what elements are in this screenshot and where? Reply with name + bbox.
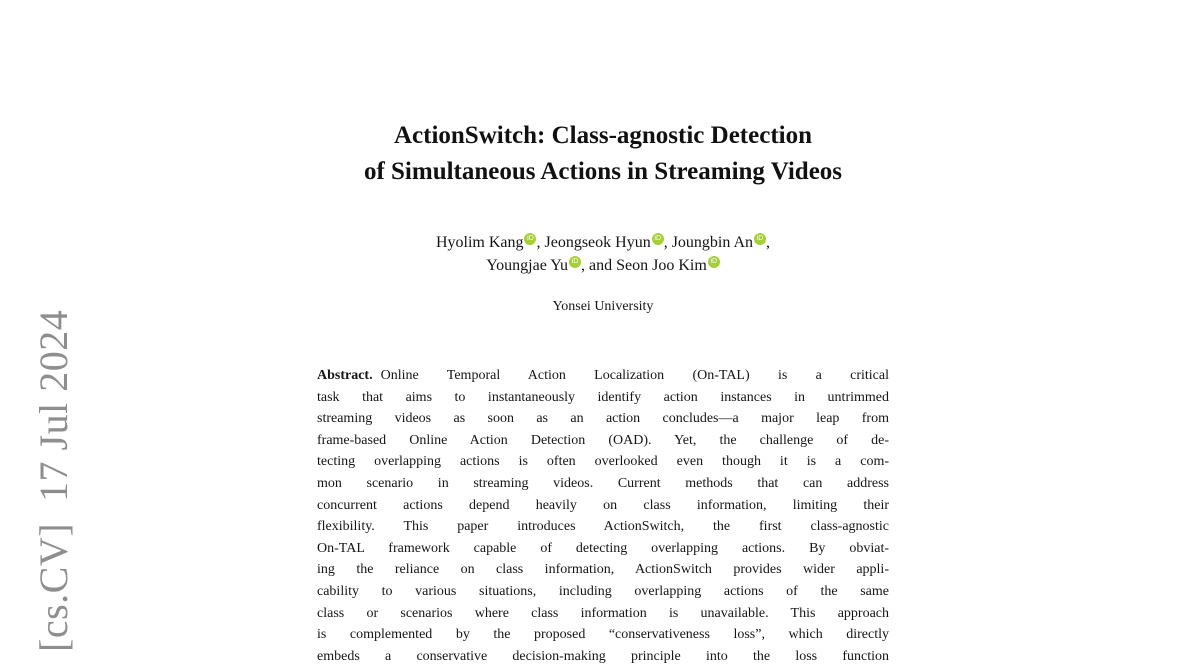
paper-title-line-2: of Simultaneous Actions in Streaming Videos	[363, 158, 843, 185]
author-separator: ,	[663, 234, 672, 251]
author-name: Jeongseok Hyun	[544, 234, 651, 251]
abstract-line: flexibility. This paper introduces ActionSwitch, the first class-agnostic	[317, 519, 889, 535]
orcid-icon-glyph: iD	[654, 235, 662, 242]
abstract-line	[317, 365, 889, 387]
author-name: Seon Joo Kim	[616, 257, 707, 274]
author-name: Hyolim Kang	[435, 234, 524, 251]
orcid-icon-glyph: iD	[571, 258, 579, 265]
orcid-icon-glyph: iD	[527, 235, 534, 242]
orcid-icon	[524, 233, 536, 245]
abstract-line: is complemented by the proposed “conservativeness loss”, which directly	[317, 627, 889, 643]
paper-title-line-1: ActionSwitch: Class-agnostic Detection	[393, 122, 812, 149]
author-line-1	[297, 231, 909, 254]
author-list	[297, 231, 909, 277]
abstract-line: task that aims to instantaneously identify action instances in untrimmed	[317, 389, 889, 405]
abstract-line: class or scenarios where class information is unavailable. This approach	[317, 605, 889, 621]
paper-title	[297, 118, 909, 190]
orcid-icon	[569, 256, 581, 268]
abstract-line: embeds a conservative decision-making principle into the loss function	[317, 648, 889, 664]
arxiv-watermark: [cs.CV] 17 Jul 2024	[31, 309, 76, 652]
author-line-2	[297, 254, 909, 277]
orcid-icon	[652, 233, 664, 245]
abstract-line: mon scenario in streaming videos. Current methods that can address	[317, 475, 889, 491]
abstract-text: Online Temporal Action Localization (On-TAL) is a critical	[380, 368, 889, 383]
affiliation: Yonsei University	[552, 299, 654, 314]
author-separator: ,	[766, 234, 771, 251]
orcid-icon	[708, 256, 720, 268]
abstract-line: cability to various situations, including overlapping actions of the same	[317, 583, 889, 599]
abstract-label: Abstract.	[317, 368, 373, 383]
abstract-line: tecting overlapping actions is often overlooked even though it is a com-	[317, 454, 889, 470]
abstract-line: streaming videos as soon as an action concludes—a major leap from	[317, 411, 889, 427]
orcid-icon-glyph: iD	[710, 258, 718, 265]
abstract	[317, 365, 889, 667]
author-separator: , and	[581, 257, 617, 274]
author-separator: ,	[536, 234, 545, 251]
author-name: Joungbin An	[671, 234, 754, 251]
author-name: Youngjae Yu	[486, 257, 568, 274]
orcid-icon-glyph: iD	[756, 235, 764, 242]
orcid-icon	[754, 233, 766, 245]
abstract-line: On-TAL framework capable of detecting overlapping actions. By obviat-	[317, 540, 889, 556]
abstract-line: concurrent actions depend heavily on class information, limiting their	[317, 497, 889, 513]
article-column	[297, 0, 909, 667]
abstract-line: ing the reliance on class information, ActionSwitch provides wider appli-	[317, 562, 889, 578]
abstract-line: frame-based Online Action Detection (OAD). Yet, the challenge of de-	[317, 432, 889, 448]
